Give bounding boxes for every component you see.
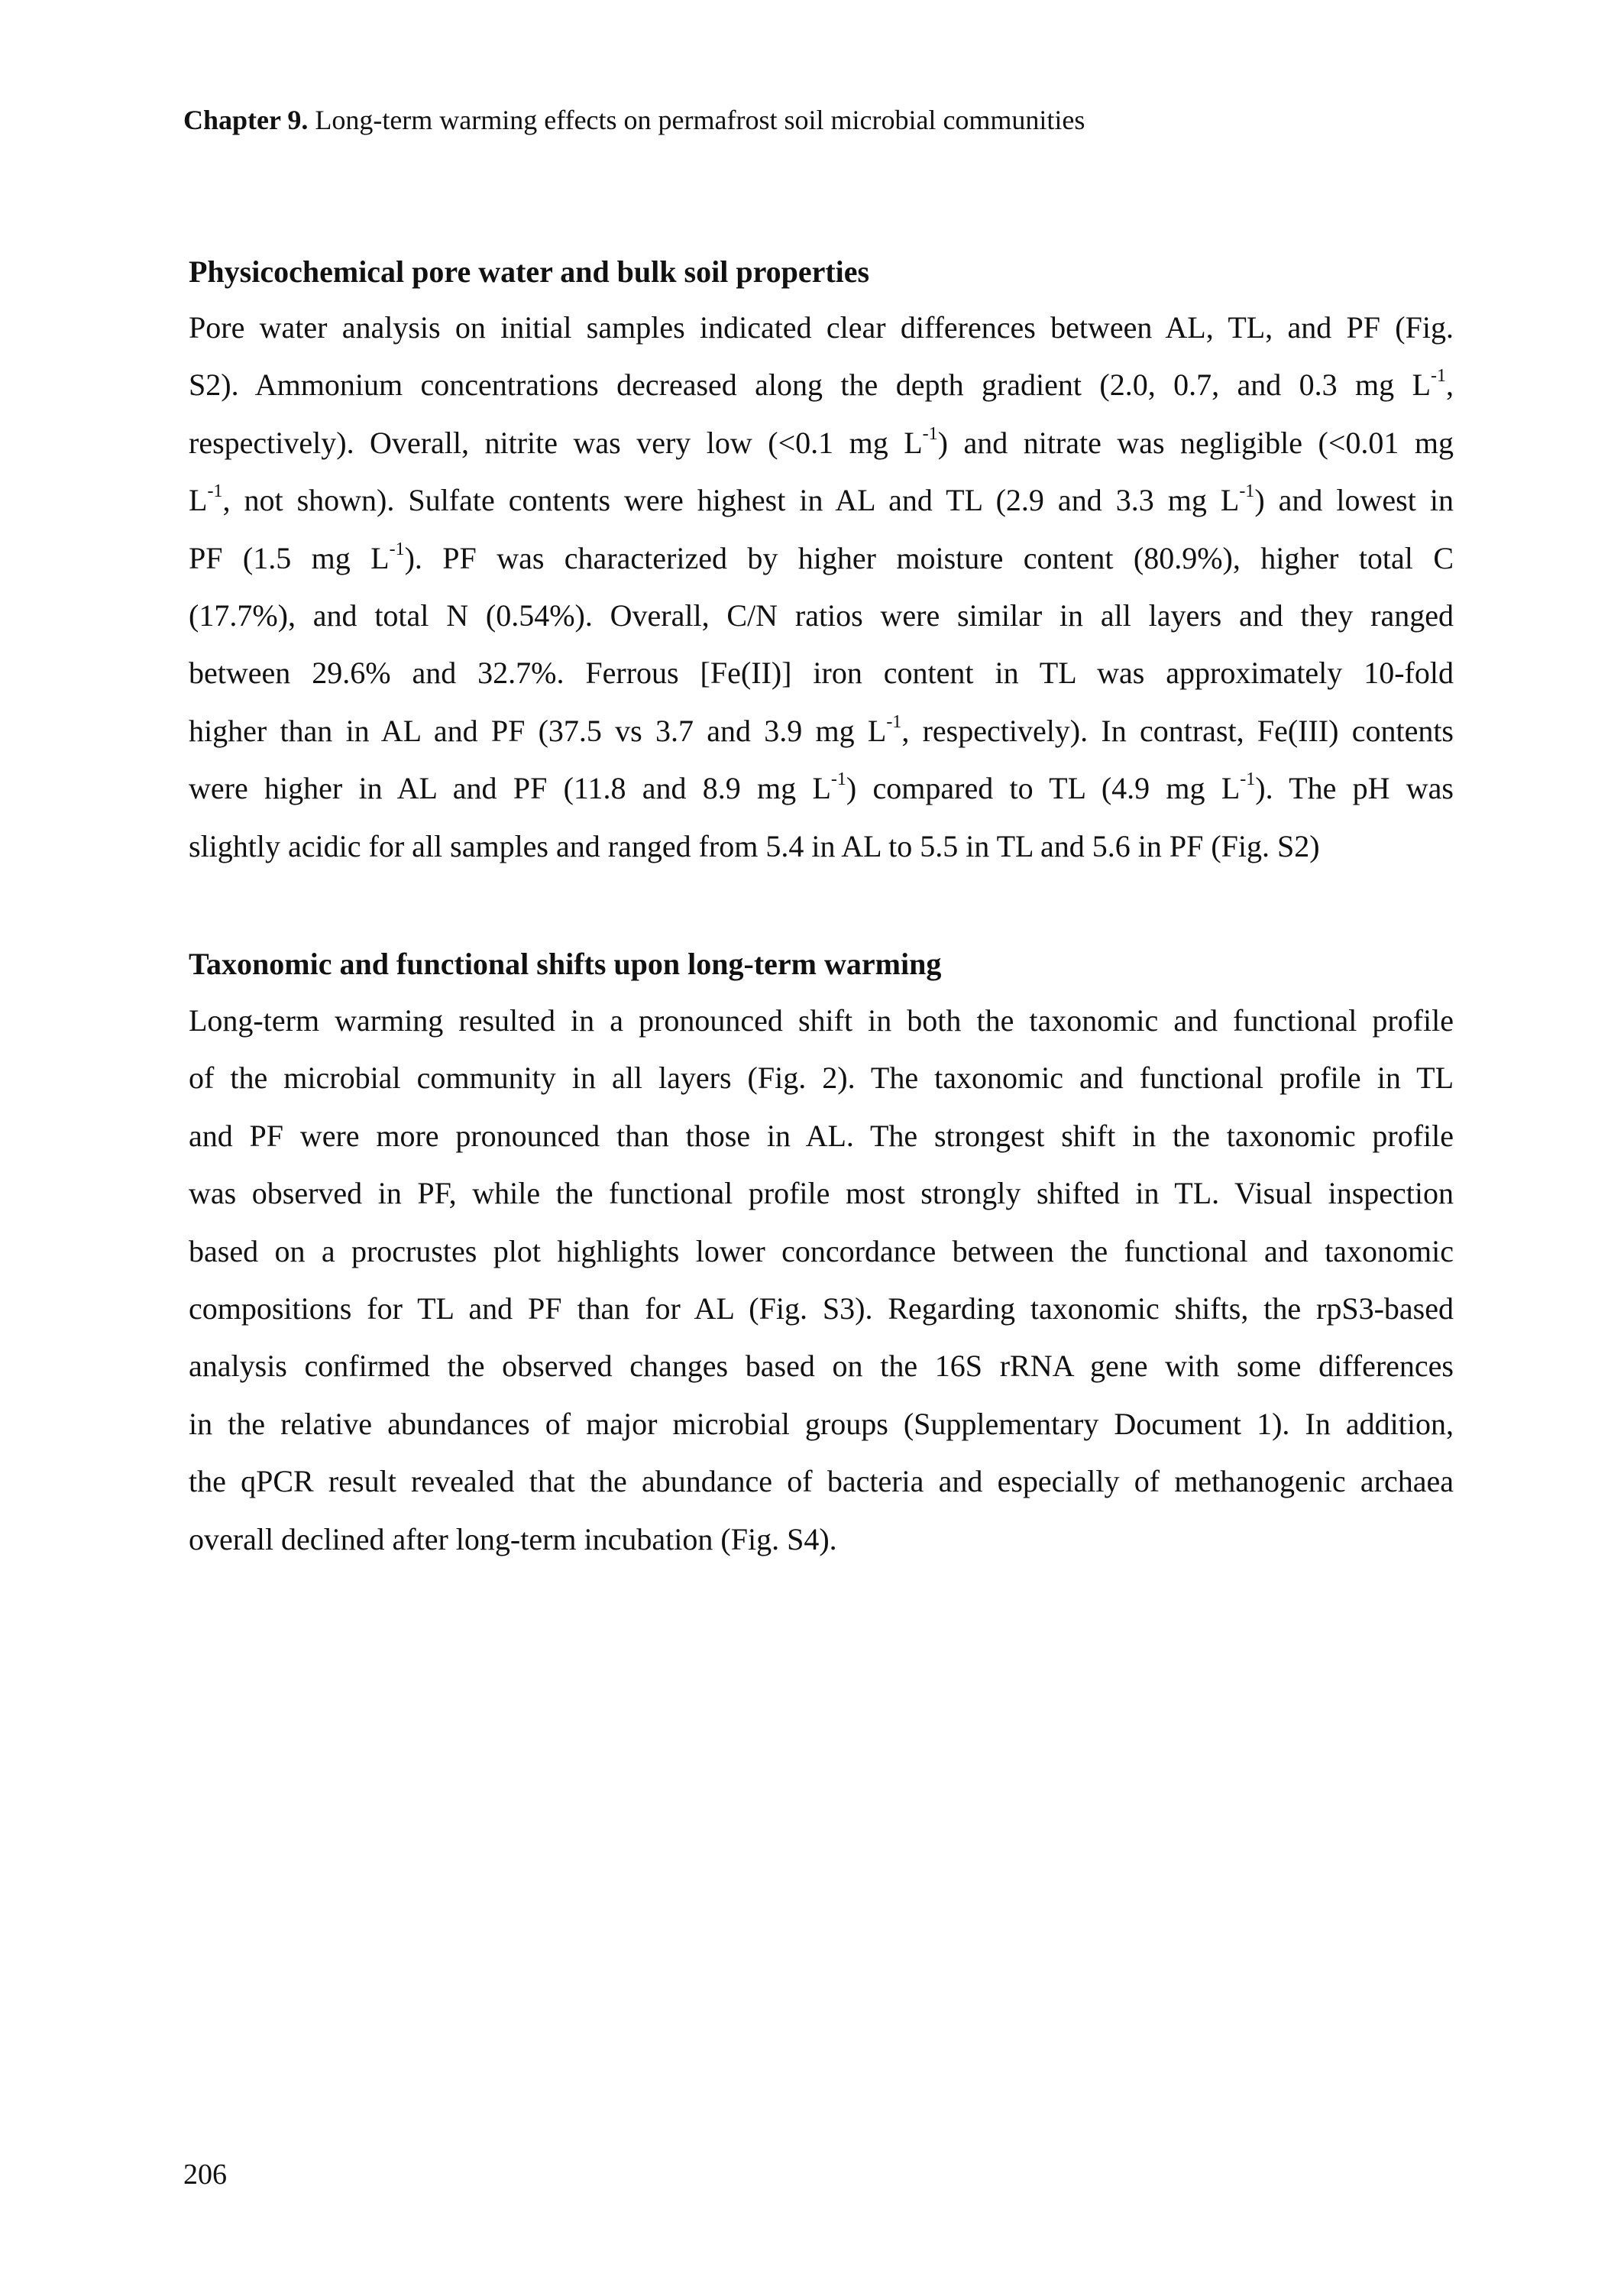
superscript: -1 — [830, 769, 846, 790]
superscript: -1 — [1240, 769, 1256, 790]
text-segment: was observed in PF, while the functional profile most strongly shifted in TL. Visual inspection — [189, 1176, 1454, 1211]
text-line — [189, 1164, 1454, 1222]
text-line — [189, 644, 1454, 701]
paragraph-physicochemical — [189, 299, 1454, 875]
text-segment: analysis confirmed the observed changes based on the 16S rRNA gene with some differences — [189, 1349, 1454, 1384]
text-segment: higher than in AL and PF (37.5 vs 3.7 and 3.9 mg L — [189, 713, 887, 748]
text-line — [189, 992, 1454, 1049]
text-segment: Pore water analysis on initial samples indicated clear differences between AL, TL, and PF (Fig. — [189, 310, 1454, 345]
chapter-label: Chapter 9. — [183, 105, 309, 135]
text-line — [189, 759, 1454, 817]
text-line — [189, 1453, 1454, 1510]
page-number: 206 — [183, 2159, 227, 2191]
text-line — [189, 1107, 1454, 1164]
superscript: -1 — [207, 481, 223, 502]
text-line — [189, 818, 1454, 875]
text-line — [189, 299, 1454, 356]
text-line — [189, 1337, 1454, 1394]
section-heading-physicochemical: Physicochemical pore water and bulk soil properties — [189, 254, 870, 289]
paragraph-taxonomic-shifts — [189, 992, 1454, 1568]
text-segment: , respectively). In contrast, Fe(III) contents — [901, 713, 1454, 748]
text-segment: ) and lowest in — [1254, 483, 1454, 518]
text-segment: , not shown). Sulfate contents were highest in AL and TL (2.9 and 3.3 mg L — [222, 483, 1240, 518]
text-segment: between 29.6% and 32.7%. Ferrous [Fe(II)] iron content in TL was approximately 10-fold — [189, 656, 1454, 691]
text-segment: were higher in AL and PF (11.8 and 8.9 mg L — [189, 771, 831, 806]
text-segment: L — [189, 483, 208, 518]
text-segment: based on a procrustes plot highlights lower concordance between the functional and taxonomic — [189, 1233, 1454, 1268]
text-segment: Long-term warming resulted in a pronounced shift in both the taxonomic and functional profile — [189, 1003, 1454, 1038]
text-segment: S2). Ammonium concentrations decreased along the depth gradient (2.0, 0.7, and 0.3 mg L — [189, 368, 1431, 403]
superscript: -1 — [1431, 366, 1446, 387]
text-segment: the qPCR result revealed that the abundance of bacteria and especially of methanogenic archaea — [189, 1464, 1454, 1499]
text-segment: ). The pH was — [1255, 771, 1454, 806]
text-line — [189, 1049, 1454, 1106]
text-segment: and PF were more pronounced than those in AL. The strongest shift in the taxonomic profile — [189, 1118, 1454, 1153]
text-segment: (17.7%), and total N (0.54%). Overall, C/N ratios were similar in all layers and they ranged — [189, 598, 1454, 633]
superscript: -1 — [389, 539, 405, 559]
text-line — [189, 1395, 1454, 1453]
superscript: -1 — [1239, 481, 1255, 502]
chapter-title: Long-term warming effects on permafrost soil microbial communities — [315, 105, 1085, 135]
text-segment: ) and nitrate was negligible (<0.01 mg — [937, 425, 1454, 460]
section-heading-taxonomic-shifts: Taxonomic and functional shifts upon long-term warming — [189, 947, 942, 981]
text-segment: overall declined after long-term incubation (Fig. S4). — [189, 1521, 837, 1556]
superscript: -1 — [922, 423, 938, 444]
text-line — [189, 471, 1454, 529]
text-segment: ). PF was characterized by higher moisture content (80.9%), higher total C — [404, 540, 1454, 575]
text-line — [189, 587, 1454, 644]
text-segment: PF (1.5 mg L — [189, 540, 390, 575]
text-line — [189, 702, 1454, 759]
text-segment: of the microbial community in all layers (Fig. 2). The taxonomic and functional profile in TL — [189, 1061, 1454, 1096]
text-segment: slightly acidic for all samples and ranged from 5.4 in AL to 5.5 in TL and 5.6 in PF (Fig. S2) — [189, 828, 1320, 863]
text-line — [189, 356, 1454, 413]
text-line — [189, 1280, 1454, 1337]
text-segment: in the relative abundances of major microbial groups (Supplementary Document 1). In addition, — [189, 1406, 1454, 1441]
text-line — [189, 1223, 1454, 1280]
superscript: -1 — [886, 711, 902, 732]
text-line — [189, 530, 1454, 587]
text-segment: , — [1446, 368, 1454, 403]
running-header — [183, 104, 1085, 136]
text-segment: respectively). Overall, nitrite was very low (<0.1 mg L — [189, 425, 923, 460]
text-line — [189, 414, 1454, 471]
text-segment: ) compared to TL (4.9 mg L — [846, 771, 1241, 806]
text-line — [189, 1511, 1454, 1568]
text-segment: compositions for TL and PF than for AL (Fig. S3). Regarding taxonomic shifts, the rpS3-based — [189, 1291, 1454, 1326]
